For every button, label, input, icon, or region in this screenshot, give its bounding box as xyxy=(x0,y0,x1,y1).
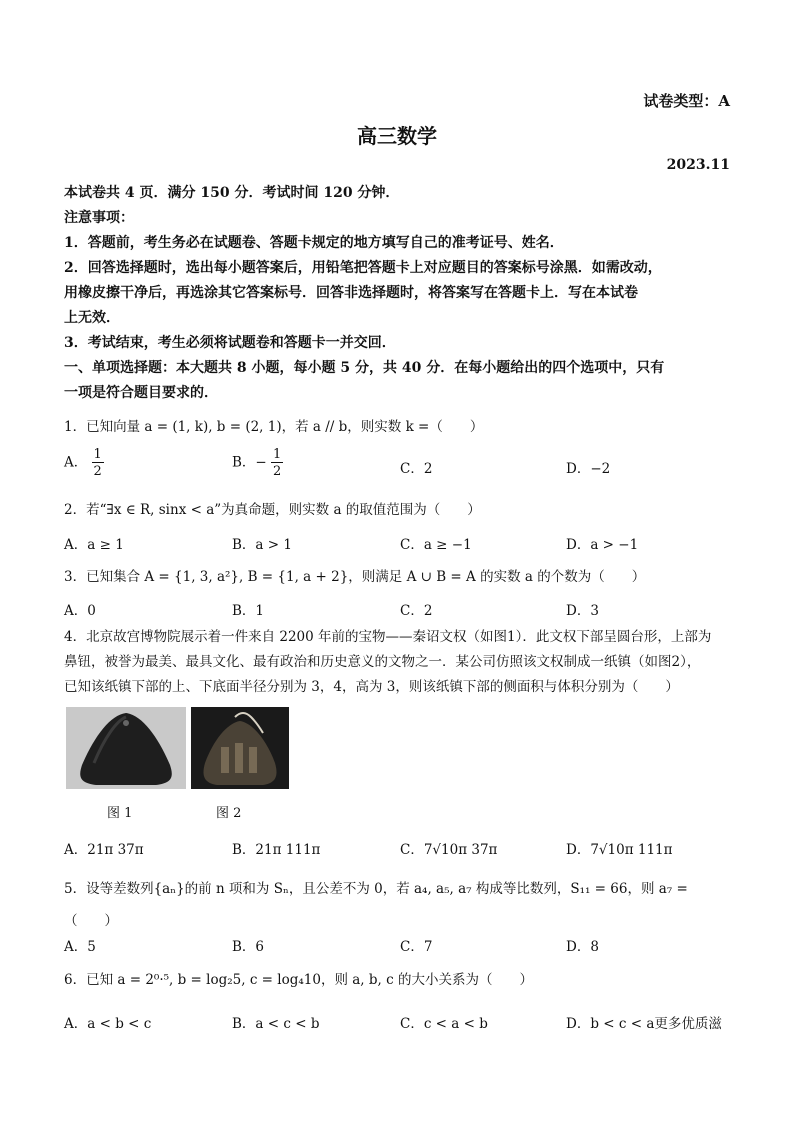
q1-option-a-fraction xyxy=(92,448,104,478)
question-3-stem: 3．已知集合 A = {1, 3, a²}, B = {1, a + 2}，则满足 A ∪ B = A 的实数 a 的个数为（ ） xyxy=(64,569,646,585)
q4-option-a: A．21π 37π xyxy=(64,842,144,858)
q3-option-d: D．3 xyxy=(566,603,599,619)
notice-3: 3．考试结束，考生必须将试题卷和答题卡一并交回． xyxy=(64,335,396,351)
figure-2-caption: 图 2 xyxy=(216,806,242,821)
figure-2-inscription-right xyxy=(249,747,257,773)
exam-date: 2023.11 xyxy=(666,157,730,173)
q2-option-a: A．a ≥ 1 xyxy=(64,537,124,553)
question-2-stem: 2．若“∃x ∈ R, sinx < a”为真命题，则实数 a 的取值范围为（ ） xyxy=(64,502,481,518)
q2-option-c: C．a ≥ −1 xyxy=(400,537,472,553)
figure-1-knob xyxy=(123,720,129,726)
q2-option-d: D．a > −1 xyxy=(566,537,639,553)
question-4-line-1: 4．北京故宫博物院展示着一件来自 2200 年前的宝物——秦诏文权（如图1）．此文权下部呈圆台形，上部为 xyxy=(64,629,712,645)
q1-option-a-label: A． xyxy=(64,454,88,471)
figure-2-photo xyxy=(191,707,289,789)
question-6-stem: 6．已知 a = 2⁰·⁵, b = log₂5, c = log₄10，则 a, b, c 的大小关系为（ ） xyxy=(64,972,533,988)
q6-option-a: A．a < b < c xyxy=(64,1016,152,1032)
figure-2-inscription-mid xyxy=(235,743,243,773)
q5-option-d: D．8 xyxy=(566,939,599,955)
notice-2c: 上无效． xyxy=(64,310,120,326)
q3-option-a: A．0 xyxy=(64,603,96,619)
q1-option-c: C．2 xyxy=(400,461,433,477)
figure-2-inscription-left xyxy=(221,747,229,773)
q6-option-b: B．a < c < b xyxy=(232,1016,320,1032)
question-4-line-2: 鼻钮，被誉为最美、最具文化、最有政治和历史意义的文物之一．某公司仿照该文权制成一纸镇（如图2）， xyxy=(64,654,701,670)
paper-type: 试卷类型：A xyxy=(643,92,730,110)
question-5-line-2: （ ） xyxy=(64,913,118,929)
q5-option-c: C．7 xyxy=(400,939,433,955)
q1-option-d: D．−2 xyxy=(566,461,611,477)
notice-2b: 用橡皮擦干净后，再选涂其它答案标号．回答非选择题时，将答案写在答题卡上．写在本试卷 xyxy=(64,285,638,301)
question-5-line-1: 5．设等差数列{aₙ}的前 n 项和为 Sₙ，且公差不为 0，若 a₄, a₅, a₇ 构成等比数列，S₁₁ = 66，则 a₇ = xyxy=(64,881,688,897)
intro-line: 本试卷共 4 页．满分 150 分．考试时间 120 分钟． xyxy=(64,185,400,201)
notice-2a: 2．回答选择题时，选出每小题答案后，用铅笔把答题卡上对应题目的答案标号涂黑．如需改动， xyxy=(64,260,662,276)
q5-option-a: A．5 xyxy=(64,939,96,955)
q1-option-b-fraction xyxy=(271,448,283,478)
q5-option-b: B．6 xyxy=(232,939,265,955)
q1-option-a-denominator: 2 xyxy=(93,464,102,479)
q4-option-b: B．21π 111π xyxy=(232,842,321,858)
figure-1-caption: 图 1 xyxy=(107,806,133,821)
q1-option-b-numerator: 1 xyxy=(273,447,282,462)
page-title: 高三数学 xyxy=(357,124,437,148)
question-4-line-3: 已知该纸镇下部的上、下底面半径分别为 3，4，高为 3，则该纸镇下部的侧面积与体积分别为（ ） xyxy=(64,679,679,695)
q4-option-c: C．7√10π 37π xyxy=(400,842,498,858)
q3-option-b: B．1 xyxy=(232,603,265,619)
notice-title: 注意事项： xyxy=(64,210,134,226)
q1-option-b-label: B．− xyxy=(232,454,267,471)
q2-option-b: B．a > 1 xyxy=(232,537,292,553)
notice-1: 1．答题前，考生务必在试题卷、答题卡规定的地方填写自己的准考证号、姓名． xyxy=(64,235,564,251)
q3-option-c: C．2 xyxy=(400,603,433,619)
section-1-heading-cont: 一项是符合题目要求的． xyxy=(64,385,218,401)
q1-option-a xyxy=(64,448,104,478)
q6-option-d: D．b < c < a更多优质滋 xyxy=(566,1016,722,1032)
section-1-heading: 一、单项选择题：本大题共 8 小题，每小题 5 分，共 40 分．在每小题给出的四个选项中，只有 xyxy=(64,360,665,376)
question-1-stem: 1．已知向量 a = (1, k), b = (2, 1)，若 a // b，则实数 k =（ ） xyxy=(64,419,484,435)
q1-option-b-denominator: 2 xyxy=(273,464,282,479)
q4-option-d: D．7√10π 111π xyxy=(566,842,673,858)
q1-option-b xyxy=(232,448,283,478)
figure-1-photo xyxy=(66,707,186,789)
q1-option-a-numerator: 1 xyxy=(93,447,102,462)
q6-option-c: C．c < a < b xyxy=(400,1016,488,1032)
